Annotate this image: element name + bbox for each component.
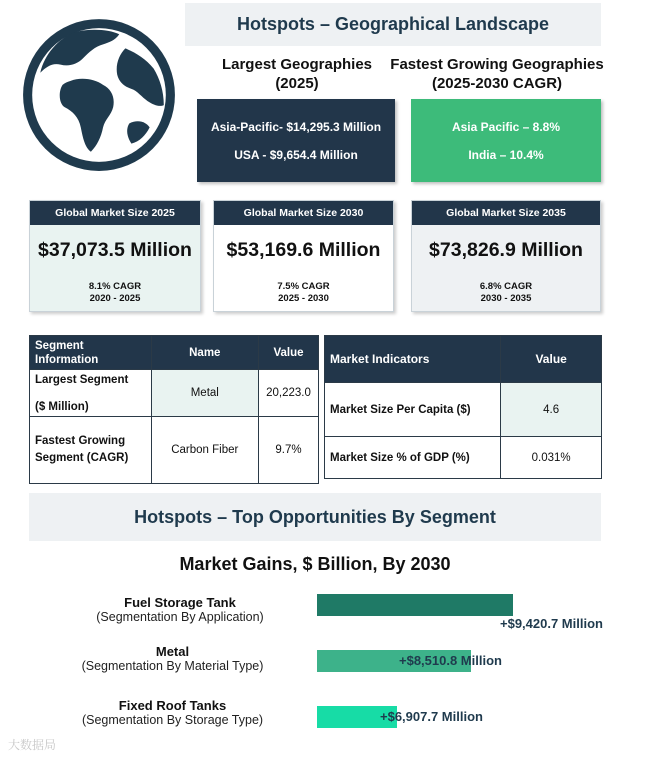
globe-icon (18, 14, 180, 176)
kpi-cagr-period: 2030 - 2035 (480, 293, 532, 304)
segment-name: Carbon Fiber (151, 417, 258, 484)
chart-category (40, 698, 305, 727)
kpi-header: Global Market Size 2025 (30, 201, 200, 225)
watermark: 大数据局 (8, 738, 57, 752)
fastest-geo-item: India – 10.4% (468, 147, 544, 162)
segment-label (30, 417, 152, 484)
kpi-cagr-period: 2020 - 2025 (89, 293, 141, 304)
category-label: Metal (155, 644, 190, 659)
chart-title: Market Gains, $ Billion, By 2030 (179, 554, 451, 574)
kpi-card-2025 (29, 200, 201, 312)
segment-value: 9.7% (259, 417, 319, 484)
indicator-label: Market Size % of GDP (%) (325, 437, 501, 479)
table-row (30, 417, 319, 484)
kpi-cagr (214, 281, 393, 305)
kpi-card-2035 (411, 200, 601, 312)
largest-geographies-box (197, 99, 395, 182)
fastest-geographies-title: Fastest Growing Geographies (2025-2030 CAGR) (390, 56, 604, 92)
largest-geo-item: Asia-Pacific- $14,295.3 Million (210, 119, 382, 134)
table-row (325, 437, 602, 479)
table-header: Value (259, 336, 319, 370)
kpi-card-2030 (213, 200, 394, 312)
kpi-cagr-rate: 6.8% CAGR (479, 281, 533, 292)
bar-value-label: +$8,510.8 Million (399, 653, 502, 668)
table-header: Market Indicators (325, 336, 501, 383)
opportunities-banner: Hotspots – Top Opportunities By Segment (29, 493, 601, 541)
fastest-geographies-box (411, 99, 601, 182)
segment-label-line: Segment (CAGR) (35, 452, 129, 464)
table-header: Segment Information (30, 336, 152, 370)
kpi-value: $53,169.6 Million (226, 239, 381, 261)
table-row (30, 370, 319, 417)
kpi-header: Global Market Size 2030 (214, 201, 393, 225)
kpi-value: $37,073.5 Million (38, 239, 192, 261)
indicator-table (324, 335, 602, 479)
largest-geographies-title: Largest Geographies (2025) (221, 56, 373, 92)
category-label: Fuel Storage Tank (124, 595, 236, 610)
segment-table (29, 335, 319, 484)
table-row (325, 383, 602, 437)
kpi-cagr-rate: 7.5% CAGR (277, 281, 330, 292)
kpi-cagr (412, 281, 600, 305)
chart-category (40, 644, 305, 673)
kpi-header: Global Market Size 2035 (412, 201, 600, 225)
kpi-cagr-period: 2025 - 2030 (278, 293, 329, 304)
table-header: Name (151, 336, 258, 370)
segment-label-line: Largest Segment (35, 374, 129, 386)
kpi-value: $73,826.9 Million (429, 239, 583, 261)
largest-geo-item: USA - $9,654.4 Million (234, 147, 358, 162)
segment-label (30, 370, 152, 417)
segment-label-line: ($ Million) (35, 401, 89, 413)
segment-value: 20,223.0 (259, 370, 319, 417)
category-sublabel: (Segmentation By Application) (96, 610, 264, 624)
category-label: Fixed Roof Tanks (118, 698, 227, 713)
indicator-label: Market Size Per Capita ($) (325, 383, 501, 437)
category-sublabel: (Segmentation By Storage Type) (81, 713, 264, 727)
page-title: Hotspots – Geographical Landscape (185, 3, 601, 46)
indicator-value: 0.031% (501, 437, 602, 479)
segment-name: Metal (151, 370, 258, 417)
segment-label-line: Fastest Growing (35, 435, 126, 447)
kpi-cagr (30, 281, 200, 305)
indicator-value: 4.6 (501, 383, 602, 437)
chart-bar (317, 594, 513, 616)
bar-value-label: +$6,907.7 Million (380, 709, 483, 724)
category-sublabel: (Segmentation By Material Type) (81, 659, 264, 673)
kpi-cagr-rate: 8.1% CAGR (88, 281, 142, 292)
fastest-geo-item: Asia Pacific – 8.8% (451, 119, 561, 134)
bar-value-label: +$9,420.7 Million (500, 616, 603, 631)
chart-category (40, 595, 320, 624)
table-header: Value (501, 336, 602, 383)
